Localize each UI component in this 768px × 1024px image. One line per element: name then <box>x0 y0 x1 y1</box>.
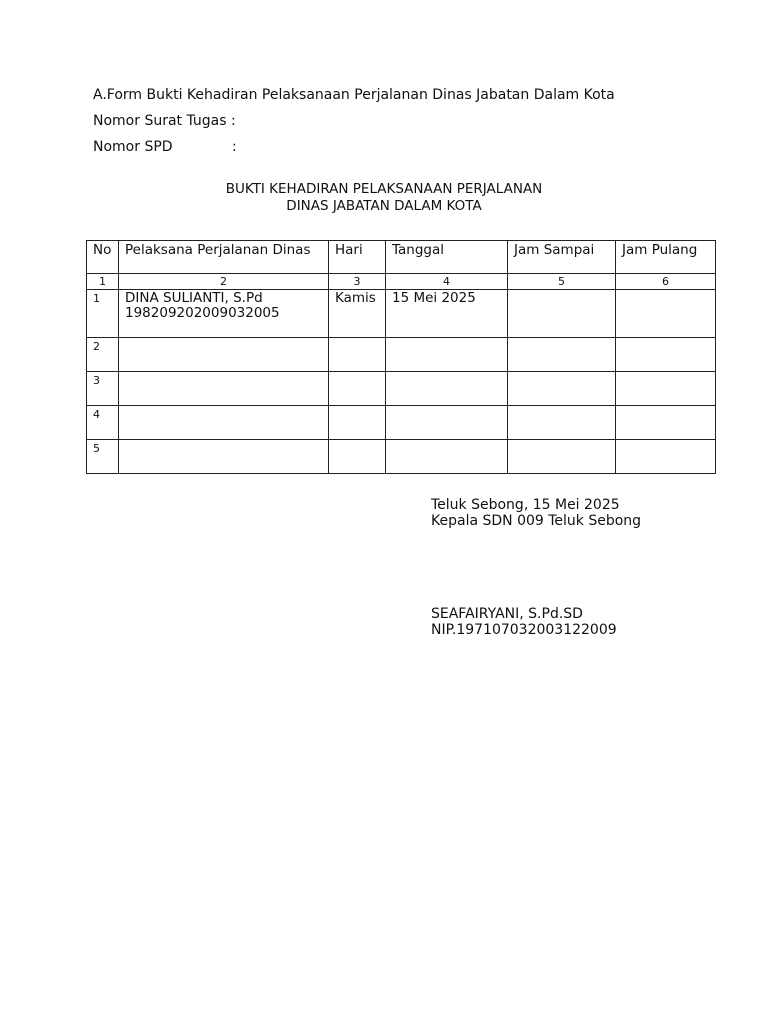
row-number: 4 <box>87 406 119 440</box>
signature-name: SEAFAIRYANI, S.Pd.SD <box>431 606 583 622</box>
column-number: 5 <box>508 274 616 290</box>
column-number: 4 <box>386 274 508 290</box>
column-number: 2 <box>119 274 329 290</box>
column-number: 6 <box>616 274 716 290</box>
surat-tugas-label: Nomor Surat Tugas : <box>93 113 236 129</box>
header-pelaksana: Pelaksana Perjalanan Dinas <box>119 241 329 274</box>
document-title-line2: DINAS JABATAN DALAM KOTA <box>286 198 482 214</box>
hari-cell: Kamis <box>329 290 386 338</box>
table-row <box>87 338 716 372</box>
jam-sampai-cell <box>508 372 616 406</box>
pelaksana-nip: 198209202009032005 <box>125 305 280 321</box>
column-number-row <box>87 274 716 290</box>
signature-place-date: Teluk Sebong, 15 Mei 2025 <box>431 497 620 513</box>
jam-pulang-cell <box>616 372 716 406</box>
jam-sampai-cell <box>508 406 616 440</box>
spd-colon: : <box>232 139 237 155</box>
column-number: 3 <box>329 274 386 290</box>
tanggal-cell <box>386 338 508 372</box>
header-hari: Hari <box>329 241 386 274</box>
spd-label: Nomor SPD <box>93 139 173 155</box>
pelaksana-cell <box>119 440 329 474</box>
pelaksana-name: DINA SULIANTI, S.Pd <box>125 290 263 306</box>
pelaksana-cell <box>119 290 329 338</box>
table-header-row <box>87 241 716 274</box>
header-jam-pulang: Jam Pulang <box>616 241 716 274</box>
table-row <box>87 290 716 338</box>
tanggal-cell: 15 Mei 2025 <box>386 290 508 338</box>
tanggal-cell <box>386 440 508 474</box>
header-no: No <box>87 241 119 274</box>
tanggal-cell <box>386 406 508 440</box>
row-number: 1 <box>87 290 119 338</box>
column-number: 1 <box>87 274 119 290</box>
hari-cell <box>329 406 386 440</box>
hari-cell <box>329 440 386 474</box>
hari-cell <box>329 372 386 406</box>
signature-nip: NIP.197107032003122009 <box>431 622 617 638</box>
row-number: 2 <box>87 338 119 372</box>
header-jam-sampai: Jam Sampai <box>508 241 616 274</box>
signature-position: Kepala SDN 009 Teluk Sebong <box>431 513 642 529</box>
document-title-line1: BUKTI KEHADIRAN PELAKSANAAN PERJALANAN <box>225 181 543 197</box>
table-row <box>87 406 716 440</box>
form-title: A.Form Bukti Kehadiran Pelaksanaan Perjalanan Dinas Jabatan Dalam Kota <box>93 87 615 103</box>
jam-sampai-cell <box>508 338 616 372</box>
pelaksana-cell <box>119 372 329 406</box>
row-number: 5 <box>87 440 119 474</box>
table-row <box>87 372 716 406</box>
attendance-table <box>86 240 716 474</box>
row-number: 3 <box>87 372 119 406</box>
pelaksana-cell <box>119 338 329 372</box>
header-tanggal: Tanggal <box>386 241 508 274</box>
jam-sampai-cell <box>508 440 616 474</box>
hari-cell <box>329 338 386 372</box>
jam-pulang-cell <box>616 406 716 440</box>
pelaksana-cell <box>119 406 329 440</box>
table-row <box>87 440 716 474</box>
tanggal-cell <box>386 372 508 406</box>
jam-pulang-cell <box>616 440 716 474</box>
jam-pulang-cell <box>616 338 716 372</box>
jam-sampai-cell <box>508 290 616 338</box>
jam-pulang-cell <box>616 290 716 338</box>
